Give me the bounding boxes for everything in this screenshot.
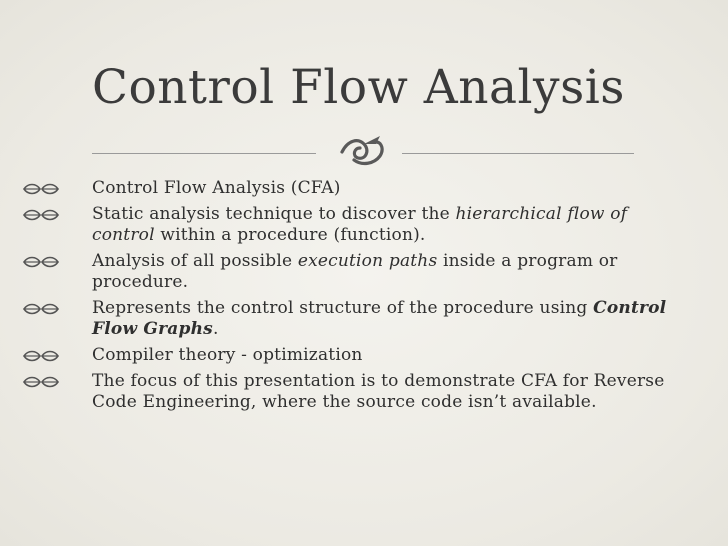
bullet-text (92, 204, 627, 245)
bullet-item (20, 251, 680, 293)
bullet-text (92, 298, 666, 339)
bullet-list (20, 178, 680, 418)
bullet-item (20, 371, 680, 413)
bullet-text (92, 345, 363, 365)
title-divider-right (402, 153, 634, 154)
bullet-item (20, 178, 680, 199)
double-leaf-bullet-icon (20, 182, 84, 196)
bullet-text-part: hierarchical flow of control (92, 204, 628, 245)
bullet-text (92, 371, 664, 412)
bullet-text-part: Static analysis technique to discover the (92, 204, 456, 224)
bullet-text-part: The focus of this presentation is to demonstrate CFA for Reverse Code Engineering, where the source code isn’t available. (92, 371, 665, 412)
bullet-text-part: Compiler theory - optimization (92, 345, 363, 365)
bullet-text-part: Analysis of all possible (92, 251, 298, 271)
bullet-text-part: execution paths (297, 251, 438, 271)
bullet-text-part: within a procedure (function). (154, 225, 426, 245)
bullet-item (20, 204, 680, 246)
bullet-item (20, 345, 680, 366)
double-leaf-bullet-icon (20, 349, 84, 363)
bullet-text-part: inside a program or procedure. (92, 251, 618, 292)
double-leaf-bullet-icon (20, 302, 84, 316)
flourish-icon (324, 132, 396, 172)
slide-title: Control Flow Analysis (92, 60, 625, 115)
double-leaf-bullet-icon (20, 208, 84, 222)
double-leaf-bullet-icon (20, 375, 84, 389)
bullet-text-part: Control Flow Analysis (CFA) (92, 178, 341, 198)
bullet-text-part: Represents the control structure of the procedure using (92, 298, 594, 318)
bullet-text-part: Control Flow Graphs (92, 298, 667, 339)
bullet-item (20, 298, 680, 340)
bullet-text (92, 178, 341, 198)
bullet-text-part: . (212, 319, 219, 339)
double-leaf-bullet-icon (20, 255, 84, 269)
bullet-text (92, 251, 618, 292)
title-divider-left (92, 153, 316, 154)
